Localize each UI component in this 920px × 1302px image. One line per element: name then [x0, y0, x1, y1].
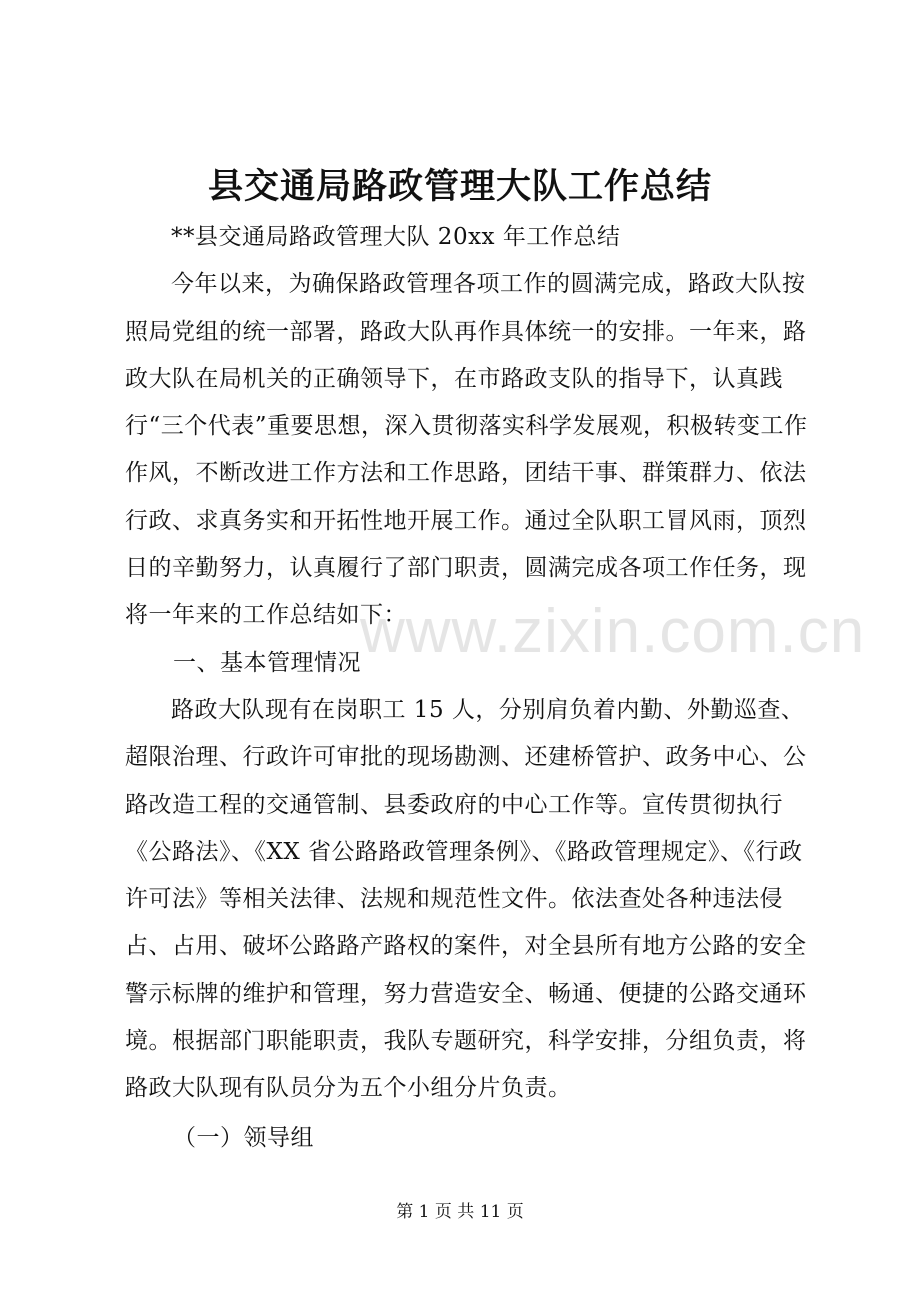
basic-management-paragraph: 路政大队现有在岗职工 15 人，分别肩负着内勤、外勤巡查、超限治理、行政许可审批的现场勘测、还建桥管护、政务中心、公路改造工程的交通管制、县委政府的中心工作等。宣传贯彻执行《公路法》、《XX 省公路路政管理条例》、《路政管理规定》、《行政许可法》等相关法律、法规和规范性文件。依法查处各种违法侵占、占用、破坏公路路产路权的案件，对全县所有地方公路的安全警示标牌的维护和管理，努力营造安全、畅通、便捷的公路交通环境。根据部门职能职责，我队专题研究，科学安排，分组负责，将路政大队现有队员分为五个小组分片负责。	[125, 696, 807, 1102]
subtitle-paragraph: **县交通局路政管理大队 20xx 年工作总结	[171, 224, 621, 250]
page-footer: 第 1 页 共 11 页	[396, 1202, 524, 1222]
intro-paragraph: 今年以来，为确保路政管理各项工作的圆满完成，路政大队按照局党组的统一部署，路政大队再作具体统一的安排。一年来，路政大队在局机关的正确领导下，在市路政支队的指导下，认真践行“三个代表”重要思想，深入贯彻落实科学发展观，积极转变工作作风，不断改进工作方法和工作思路，团结干事、群策群力、依法行政、求真务实和开拓性地开展工作。通过全队职工冒风雨，顶烈日的辛勤努力，认真履行了部门职责，圆满完成各项工作任务，现将一年来的工作总结如下：	[125, 271, 808, 629]
watermark: www.zixin.com.cn	[360, 597, 866, 666]
document-body	[125, 214, 825, 1162]
subsection-heading-leadership: （一）领导组	[173, 1124, 314, 1151]
section-heading-basic: 一、基本管理情况	[173, 649, 361, 676]
document-title: 县交通局路政管理大队工作总结	[207, 166, 712, 207]
